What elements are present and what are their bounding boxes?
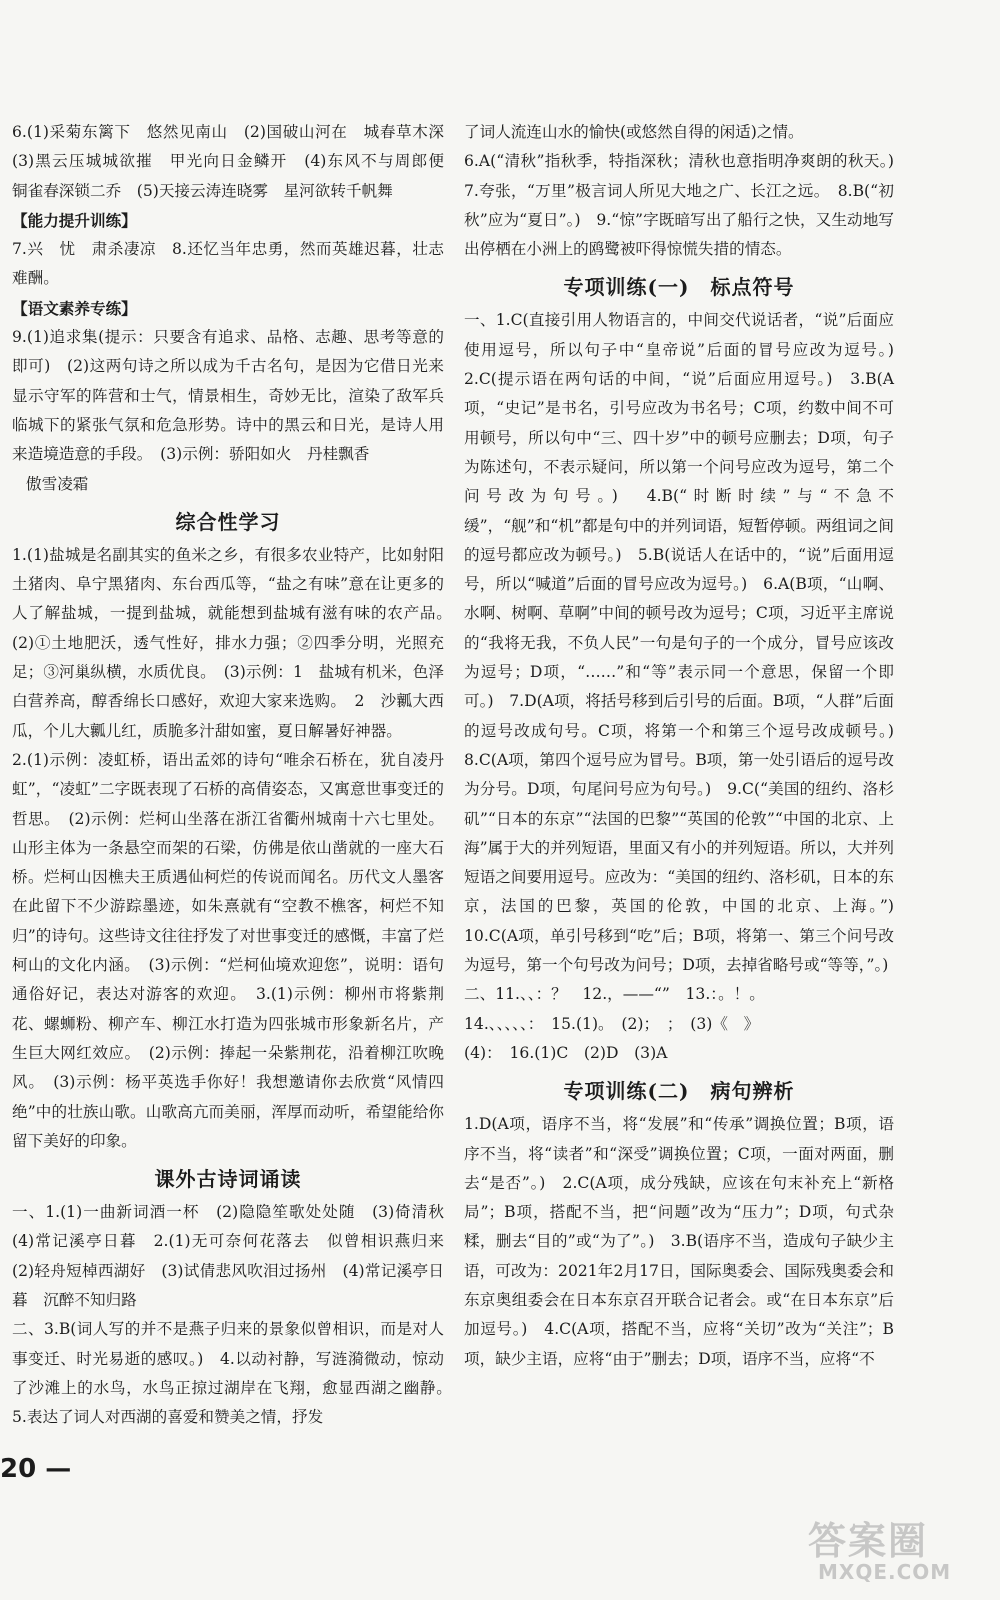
section-tag-ability: 【能力提升训练】	[12, 210, 137, 230]
sentence-errors-answers: 1.D(A项，语序不当，将“发展”和“传承”调换位置；B项，语序不当，将“读者”和“深受”调换位置；C项，一面对两面，删去“是否”。) 2.C(A项，成分残缺，应该在句末补充上“新格局”；B项，搭配不当，把“问题”改为“压力”；D项，句式杂糅，删去“目的”或“为了”。) 3.B(语序不当，造成句子缺少主语，可改为：2021年2月17日，国际奥委会、国际残奥委会和东京奥组委会在日本东京召开联合记者会。或“在日本东京”后加逗号。) 4.C(A项，搭配不当，应将“关切”改为“关注”；B项，缺少主语，应将“由于”删去；D项，语序不当，应将“不	[464, 1115, 894, 1368]
section-tag-literacy: 【语文素养专练】	[12, 298, 137, 318]
answer-6: 6.(1)采菊东篱下 悠然见南山 (2)国破山河在 城春草木深 (3)黑云压城城欲摧 甲光向日金鳞开 (4)东风不与周郎便 铜雀春深锁二乔 (5)天接云涛连晓雾 星河欲转千帆舞	[12, 123, 460, 200]
poetry-answers-6-9: 6.A(“清秋”指秋季，特指深秋；清秋也意指明净爽朗的秋天。) 7.夸张，“万里”极言词人所见大地之广、长江之远。 8.B(“初秋”应为“夏日”。) 9.“惊”字既暗写出了船行之快，又生动地写出停栖在小洲上的鸥鹭被吓得惊慌失措的情态。	[464, 152, 910, 259]
comprehensive-answer-2-3: 2.(1)示例：凌虹桥，语出孟郊的诗句“唯余石桥在，犹自凌丹虹”，“凌虹”二字既表现了石桥的高倩姿态，又寓意世事变迁的哲思。 (2)示例：烂柯山坐落在浙江省衢州城南十六七里处。山形主体为一条悬空而架的石梁，仿佛是依山凿就的一座大石桥。烂柯山因樵夫王质遇仙柯烂的传说而闻名。历代文人墨客在此留下不少游踪墨迹，如朱熹就有“空教不樵客，柯烂不知归”的诗句。这些诗文往往抒发了对世事变迁的感慨，丰富了烂柯山的文化内涵。 (3)示例：“烂柯仙境欢迎您”，说明：语句通俗好记，表达对游客的欢迎。 3.(1)示例：柳州市将紫荆花、螺蛳粉、柳产车、柳江水打造为四张城市形象新名片，产生巨大网红效应。 (2)示例：捧起一朵紫荆花，沿着柳江吹晚风。 (3)示例：杨平英选手你好！我想邀请你去欣赏“风情四绝”中的壮族山歌。山歌高亢而美丽，浑厚而动听，希望能给你留下美好的印象。	[12, 750, 444, 1150]
heading-comprehensive-study: 综合性学习	[175, 509, 281, 534]
poetry-part-2: 二、3.B(词人写的并不是燕子归来的景象似曾相识，而是对人事变迁、时光易逝的感叹。) 4.以动衬静，写涟漪微动，惊动了沙滩上的水鸟，水鸟正掠过湖岸在飞翔，愈显西湖之幽静。 5.表达了词人对西湖的喜爱和赞美之情，抒发	[12, 1320, 460, 1427]
answer-7-8: 7.兴 忧 肃杀凄凉 8.还忆当年忠勇，然而英雄迟暮，壮志难酬。	[12, 240, 444, 288]
answer-9-cont: 傲雪凌霜	[26, 474, 89, 493]
page-number: 20 —	[0, 1454, 72, 1484]
punctuation-part-2-line1: 二、11.、、：？ 12.，——“” 13.：。！。	[464, 985, 765, 1004]
poetry-part-1: 一、1.(1)一曲新词酒一杯 (2)隐隐笙歌处处随 (3)倚清秋 (4)常记溪亭日暮 2.(1)无可奈何花落去 似曾相识燕归来 (2)轻舟短棹西湖好 (3)试倩悲风吹泪过扬州 (4)常记溪亭日暮 沉醉不知归路	[12, 1203, 460, 1309]
answer-9: 9.(1)追求集(提示：只要含有追求、品格、志趣、思考等意的即可) (2)这两句诗之所以成为千古名句，是因为它借日光来显示守军的阵营和士气，情景相生，奇妙无比，渲染了敌军兵临城下的紧张气氛和危急形势。诗中的黑云和日光，是诗人用来造境造意的手段。 (3)示例：骄阳如火 丹桂飘香	[12, 328, 444, 464]
comprehensive-answer-1: 1.(1)盐城是名副其实的鱼米之乡，有很多农业特产，比如射阳土猪肉、阜宁黑猪肉、东台西瓜等，“盐之有味”意在让更多的人了解盐城，一提到盐城，就能想到盐城有滋有味的农产品。 (2)①土地肥沃，透气性好，排水力强；②四季分明，光照充足；③河巢纵横，水质优良。 (3)示例：1 盐城有机米，色泽白营养高，醇香绵长口感好，欢迎大家来选购。 2 沙瓤大西瓜，个儿大瓤儿红，质脆多汁甜如蜜，夏日解暑好神器。	[12, 545, 460, 740]
right-column	[464, 118, 910, 1374]
watermark-logo	[808, 1510, 984, 1594]
punctuation-part-2-line2: 14.、、、、、： 15.(1)。 (2)； ； (3)《 》	[464, 1014, 760, 1033]
heading-punctuation: 专项训练(一) 标点符号	[563, 275, 795, 300]
watermark-cn: 答案圈	[808, 1519, 929, 1563]
left-column	[12, 118, 460, 1432]
punctuation-part-1: 一、1.C(直接引用人物语言的，中间交代说话者，“说”后面应使用逗号，所以句子中“皇帝说”后面的冒号应改为逗号。) 2.C(提示语在两句话的中间，“说”后面应用逗号。) 3.B(A项，“史记”是书名，引号应改为书名号；C项，约数中间不可用顿号，所以句中“三、四十岁”中的顿号应删去；D项，句子为陈述句，不表示疑问，所以第一个问号应改为逗号，第二个问号改为句号。) 4.B(“时断时续”与“不急不缓”，“舰”和“机”都是句中的并列词语，短暂停顿。两组词之间的逗号都应改为顿号。) 5.B(说话人在话中的，“说”后面用逗号，所以“喊道”后面的冒号应改为逗号。) 6.A(B项，“山啊、水啊、树啊、草啊”中间的顿号改为逗号；C项，习近平主席说的“我将无我，不负人民”一句是句子的一个成分，冒号应该改为逗号；D项，“……”和“等”表示同一个意思，保留一个即可。) 7.D(A项，将括号移到后引号的后面。B项，“人群”后面的逗号改成句号。C项，将第一个和第三个逗号改成顿号。) 8.C(A项，第四个逗号应为冒号。B项，第一处引语后的逗号改为分号。D项，句尾问号应为句号。) 9.C(“美国的纽约、洛杉矶”“日本的东京”“法国的巴黎”“英国的伦敦”“中国的北京、上海”属于大的并列短语，里面又有小的并列短语。所以，大并列短语之间要用逗号。应改为：“美国的纽约、洛杉矶，日本的东京，法国的巴黎，英国的伦敦，中国的北京、上海。”) 10.C(A项，单引号移到“吃”后；B项，将第一、第三个问号改为逗号，第一个句号改为问号；D项，去掉省略号或“等等，”。)	[464, 311, 910, 975]
watermark-en: MXQE.COM	[818, 1560, 952, 1584]
heading-sentence-errors: 专项训练(二) 病句辨析	[563, 1079, 795, 1104]
heading-extra-poetry: 课外古诗词诵读	[154, 1167, 302, 1192]
punctuation-part-2-line3: (4)： 16.(1)C (2)D (3)A	[464, 1043, 668, 1062]
poetry-part-2-cont: 了词人流连山水的愉快(或悠然自得的闲适)之情。	[464, 123, 804, 141]
